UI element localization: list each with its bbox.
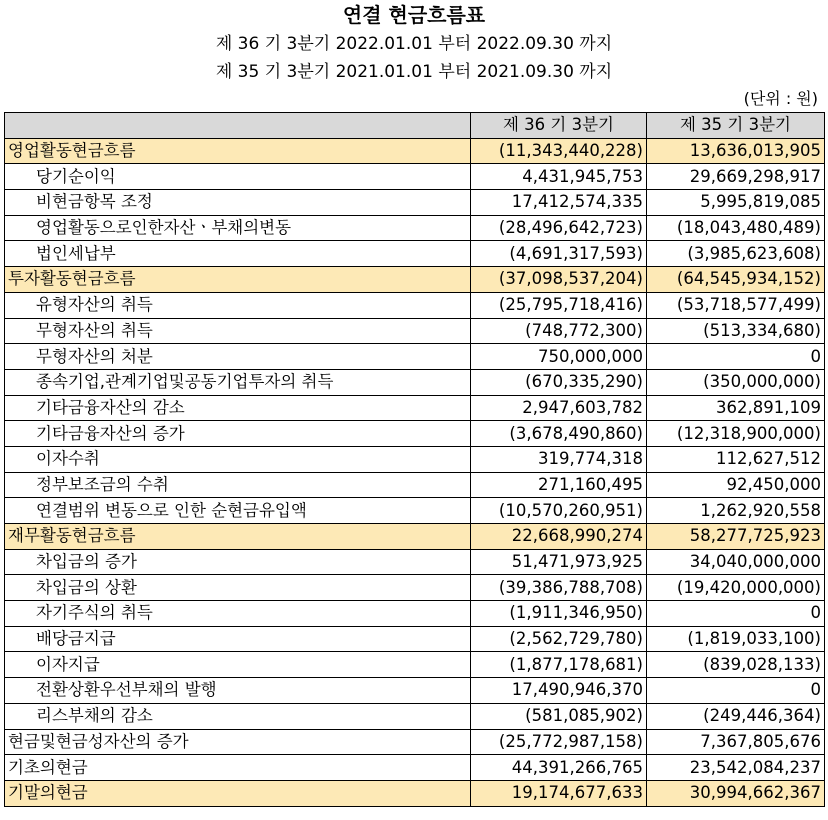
table-row xyxy=(5,421,825,447)
table-row xyxy=(5,395,825,421)
table-row xyxy=(5,241,825,267)
current-period-value: 19,174,677,633 xyxy=(471,780,647,806)
row-label: 투자활동현금흐름 xyxy=(5,267,471,293)
period-prior: 제 35 기 3분기 2021.01.01 부터 2021.09.30 까지 xyxy=(215,62,613,82)
row-label: 당기순이익 xyxy=(5,164,471,190)
table-row xyxy=(5,498,825,524)
prior-period-value: (1,819,033,100) xyxy=(647,626,825,652)
period-current: 제 36 기 3분기 2022.01.01 부터 2022.09.30 까지 xyxy=(215,34,613,54)
current-period-value: 51,471,973,925 xyxy=(471,549,647,575)
prior-period-value: 5,995,819,085 xyxy=(647,190,825,216)
current-period-value: (581,085,902) xyxy=(471,703,647,729)
current-period-value: 44,391,266,765 xyxy=(471,755,647,781)
prior-period-value: 7,367,805,676 xyxy=(647,729,825,755)
current-period-value: (4,691,317,593) xyxy=(471,241,647,267)
table-row xyxy=(5,549,825,575)
unit-label: (단위 : 원) xyxy=(743,89,818,108)
prior-period-value: 58,277,725,923 xyxy=(647,524,825,550)
table-row xyxy=(5,652,825,678)
row-label: 배당금지급 xyxy=(5,626,471,652)
current-period-value: 2,947,603,782 xyxy=(471,395,647,421)
prior-period-value: (350,000,000) xyxy=(647,369,825,395)
table-row xyxy=(5,369,825,395)
table-row xyxy=(5,190,825,216)
current-period-value: (1,911,346,950) xyxy=(471,601,647,627)
table-row xyxy=(5,524,825,550)
table-row xyxy=(5,729,825,755)
current-period-value: 4,431,945,753 xyxy=(471,164,647,190)
row-label: 유형자산의 취득 xyxy=(5,292,471,318)
current-period-value: (3,678,490,860) xyxy=(471,421,647,447)
current-period-value: 319,774,318 xyxy=(471,446,647,472)
row-label: 차입금의 증가 xyxy=(5,549,471,575)
current-period-value: 17,490,946,370 xyxy=(471,678,647,704)
row-label: 이자지급 xyxy=(5,652,471,678)
current-period-value: (2,562,729,780) xyxy=(471,626,647,652)
prior-period-value: (53,718,577,499) xyxy=(647,292,825,318)
row-label: 이자수취 xyxy=(5,446,471,472)
table-row xyxy=(5,472,825,498)
prior-period-value: 112,627,512 xyxy=(647,446,825,472)
row-label: 영업활동으로인한자산ㆍ부채의변동 xyxy=(5,215,471,241)
statement-title: 연결 현금흐름표 xyxy=(342,3,486,27)
row-label: 기타금융자산의 감소 xyxy=(5,395,471,421)
current-period-value: (25,795,718,416) xyxy=(471,292,647,318)
current-period-value: (28,496,642,723) xyxy=(471,215,647,241)
table-row xyxy=(5,318,825,344)
current-period-value: (1,877,178,681) xyxy=(471,652,647,678)
table-row xyxy=(5,626,825,652)
table-row xyxy=(5,755,825,781)
header-current-period: 제 36 기 3분기 xyxy=(471,113,647,139)
table-row xyxy=(5,780,825,806)
current-period-value: (25,772,987,158) xyxy=(471,729,647,755)
prior-period-value: (3,985,623,608) xyxy=(647,241,825,267)
table-row xyxy=(5,164,825,190)
table-row xyxy=(5,215,825,241)
row-label: 차입금의 상환 xyxy=(5,575,471,601)
prior-period-value: (839,028,133) xyxy=(647,652,825,678)
current-period-value: (10,570,260,951) xyxy=(471,498,647,524)
prior-period-value: 30,994,662,367 xyxy=(647,780,825,806)
current-period-value: 17,412,574,335 xyxy=(471,190,647,216)
table-row xyxy=(5,267,825,293)
current-period-value: (11,343,440,228) xyxy=(471,138,647,164)
prior-period-value: 0 xyxy=(647,678,825,704)
row-label: 종속기업,관계기업및공동기업투자의 취득 xyxy=(5,369,471,395)
prior-period-value: (18,043,480,489) xyxy=(647,215,825,241)
prior-period-value: (19,420,000,000) xyxy=(647,575,825,601)
prior-period-value: 23,542,084,237 xyxy=(647,755,825,781)
current-period-value: (39,386,788,708) xyxy=(471,575,647,601)
prior-period-value: 29,669,298,917 xyxy=(647,164,825,190)
row-label: 자기주식의 취득 xyxy=(5,601,471,627)
row-label: 정부보조금의 수취 xyxy=(5,472,471,498)
header-label-cell xyxy=(5,113,471,139)
prior-period-value: (64,545,934,152) xyxy=(647,267,825,293)
table-header-row xyxy=(5,113,825,139)
row-label: 영업활동현금흐름 xyxy=(5,138,471,164)
prior-period-value: 13,636,013,905 xyxy=(647,138,825,164)
prior-period-value: 0 xyxy=(647,344,825,370)
prior-period-value: 0 xyxy=(647,601,825,627)
header-prior-period: 제 35 기 3분기 xyxy=(647,113,825,139)
table-row xyxy=(5,601,825,627)
prior-period-value: (12,318,900,000) xyxy=(647,421,825,447)
table-row xyxy=(5,678,825,704)
cash-flow-table xyxy=(4,112,825,807)
row-label: 기말의현금 xyxy=(5,780,471,806)
current-period-value: 750,000,000 xyxy=(471,344,647,370)
table-row xyxy=(5,575,825,601)
current-period-value: 271,160,495 xyxy=(471,472,647,498)
row-label: 기타금융자산의 증가 xyxy=(5,421,471,447)
current-period-value: (670,335,290) xyxy=(471,369,647,395)
prior-period-value: 34,040,000,000 xyxy=(647,549,825,575)
row-label: 기초의현금 xyxy=(5,755,471,781)
row-label: 법인세납부 xyxy=(5,241,471,267)
row-label: 무형자산의 처분 xyxy=(5,344,471,370)
table-row xyxy=(5,703,825,729)
prior-period-value: (249,446,364) xyxy=(647,703,825,729)
row-label: 무형자산의 취득 xyxy=(5,318,471,344)
current-period-value: (37,098,537,204) xyxy=(471,267,647,293)
table-row xyxy=(5,446,825,472)
row-label: 비현금항목 조정 xyxy=(5,190,471,216)
row-label: 현금및현금성자산의 증가 xyxy=(5,729,471,755)
row-label: 재무활동현금흐름 xyxy=(5,524,471,550)
current-period-value: 22,668,990,274 xyxy=(471,524,647,550)
row-label: 연결범위 변동으로 인한 순현금유입액 xyxy=(5,498,471,524)
table-row xyxy=(5,138,825,164)
current-period-value: (748,772,300) xyxy=(471,318,647,344)
prior-period-value: 92,450,000 xyxy=(647,472,825,498)
prior-period-value: 1,262,920,558 xyxy=(647,498,825,524)
table-row xyxy=(5,292,825,318)
row-label: 리스부채의 감소 xyxy=(5,703,471,729)
row-label: 전환상환우선부채의 발행 xyxy=(5,678,471,704)
prior-period-value: 362,891,109 xyxy=(647,395,825,421)
table-row xyxy=(5,344,825,370)
prior-period-value: (513,334,680) xyxy=(647,318,825,344)
